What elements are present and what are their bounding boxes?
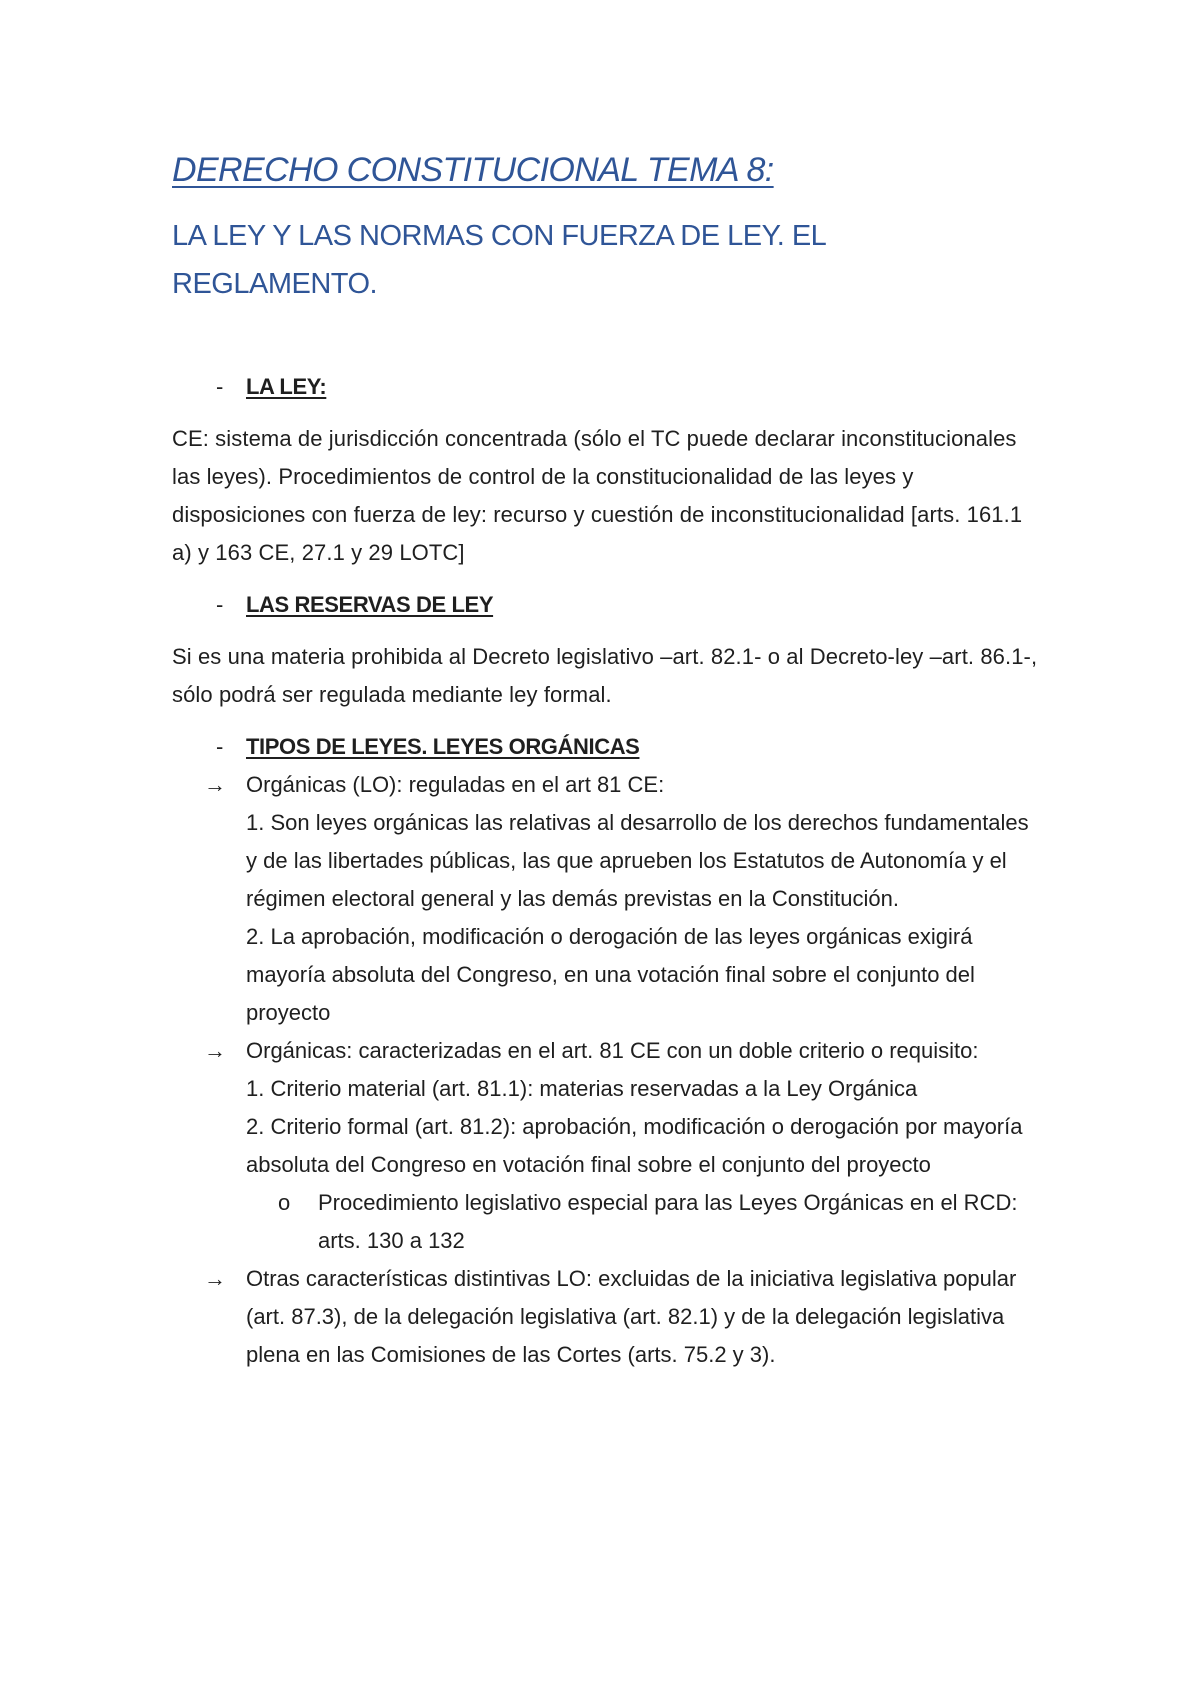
- circle-bullet-icon: o: [278, 1190, 291, 1215]
- list-item-line: Otras características distintivas LO: excluidas de la iniciativa legislativa popular (art. 87.3), de la delegación legislativa (art. 82.1) y de la delegación legislativa plena en las Comisiones de las Cortes (arts. 75.2 y 3).: [246, 1266, 1017, 1367]
- sub-list-item-text: Procedimiento legislativo especial para las Leyes Orgánicas en el RCD: arts. 130 a 132: [318, 1190, 1018, 1253]
- document-content: [172, 148, 1042, 1374]
- arrow-icon: →: [204, 1038, 226, 1063]
- sub-list-item: [278, 1184, 1042, 1260]
- list-item-line: Orgánicas (LO): reguladas en el art 81 CE:: [246, 772, 665, 797]
- list-item: [172, 766, 1042, 1032]
- list-item: [172, 1260, 1042, 1374]
- document-title: DERECHO CONSTITUCIONAL TEMA 8:: [172, 151, 774, 189]
- section-heading-label: LAS RESERVAS DE LEY: [246, 592, 494, 617]
- dash-bullet: -: [216, 592, 224, 617]
- list-item-line: 2. Criterio formal (art. 81.2): aprobación, modificación o derogación por mayoría absoluta del Congreso en votación final sobre el conjunto del proyecto: [246, 1114, 1023, 1177]
- section-heading-label: TIPOS DE LEYES. LEYES ORGÁNICAS: [246, 734, 640, 759]
- arrow-icon: →: [204, 1266, 226, 1291]
- section-heading-la-ley: [172, 368, 1042, 406]
- dash-bullet: -: [216, 374, 224, 399]
- list-item-line: 1. Son leyes orgánicas las relativas al desarrollo de los derechos fundamentales y de las libertades públicas, las que aprueben los Estatutos de Autonomía y el régimen electoral general y las demás previstas en la Constitución.: [246, 810, 1029, 911]
- document-subtitle: LA LEY Y LAS NORMAS CON FUERZA DE LEY. EL REGLAMENTO.: [172, 220, 826, 300]
- section-paragraph: CE: sistema de jurisdicción concentrada (sólo el TC puede declarar inconstitucionales las leyes). Procedimientos de control de la constitucionalidad de las leyes y disposiciones con fuerza de ley: recurso y cuestión de inconstitucionalidad [arts. 161.1 a) y 163 CE, 27.1 y 29 LOTC]: [172, 426, 1023, 565]
- section-heading-reservas: [172, 586, 1042, 624]
- list-item-line: Orgánicas: caracterizadas en el art. 81 CE con un doble criterio o requisito:: [246, 1038, 979, 1063]
- section-heading-tipos: [172, 728, 1042, 766]
- list-item-line: 1. Criterio material (art. 81.1): materias reservadas a la Ley Orgánica: [246, 1076, 918, 1101]
- section-heading-label: LA LEY:: [246, 374, 327, 399]
- list-item: [172, 1032, 1042, 1260]
- list-item-line: 2. La aprobación, modificación o derogación de las leyes orgánicas exigirá mayoría absoluta del Congreso, en una votación final sobre el conjunto del proyecto: [246, 924, 975, 1025]
- section-paragraph: Si es una materia prohibida al Decreto legislativo –art. 82.1- o al Decreto-ley –art. 86.1-, sólo podrá ser regulada mediante ley formal.: [172, 644, 1038, 707]
- dash-bullet: -: [216, 734, 224, 759]
- arrow-icon: →: [204, 772, 226, 797]
